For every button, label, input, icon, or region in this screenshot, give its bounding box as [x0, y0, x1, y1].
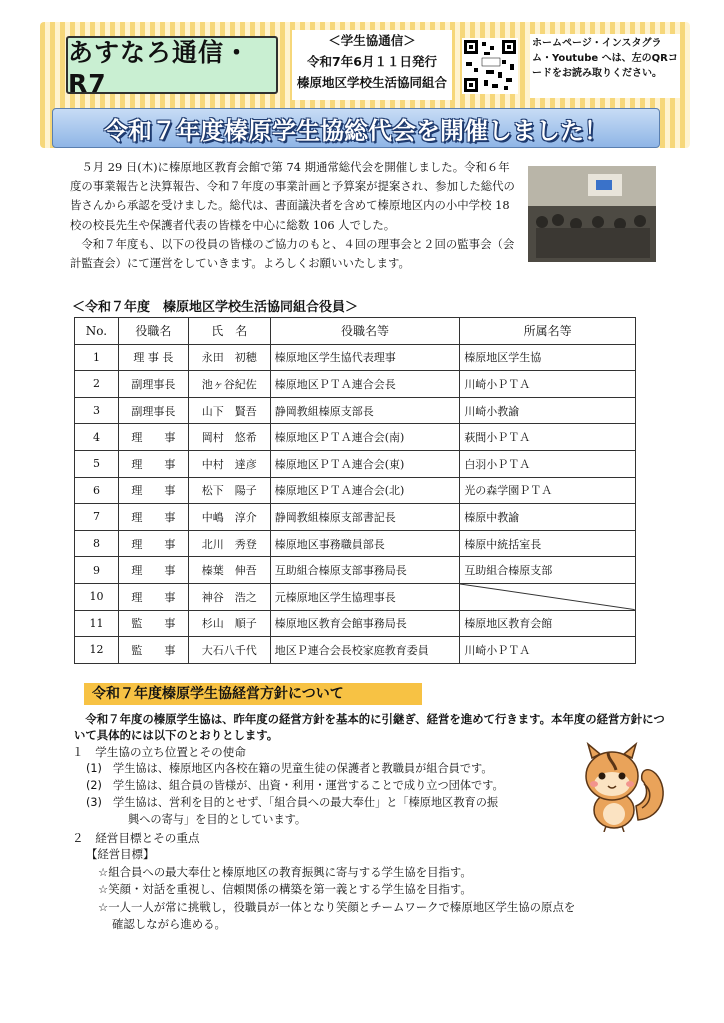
- issuer: 榛原地区学校生活協同組合: [296, 75, 447, 90]
- meeting-photo: [528, 166, 656, 262]
- qr-code[interactable]: [462, 38, 518, 94]
- cell-role: 副理事長: [118, 371, 188, 398]
- cell-no: 7: [75, 504, 119, 531]
- cell-role: 理 事 長: [118, 344, 188, 371]
- goal-item: ☆笑顔・対話を重視し、信頼関係の構築を第一義とする学生協を目指す。: [98, 882, 472, 896]
- cell-role: 理 事: [118, 557, 188, 584]
- cell-title: 地区Ｐ連合会長校家庭教育委員: [270, 637, 460, 664]
- table-row: [75, 610, 636, 637]
- section-2-title: ２ 経営目標とその重点: [72, 831, 200, 845]
- cell-no: 1: [75, 344, 119, 371]
- cell-no: 4: [75, 424, 119, 451]
- cell-title: 榛原地区ＰＴＡ連合会(南): [270, 424, 460, 451]
- header-name: 氏 名: [188, 318, 270, 345]
- squirrel-mascot-illustration: [578, 740, 668, 832]
- table-row: [75, 637, 636, 664]
- cell-name: 北川 秀登: [188, 530, 270, 557]
- table-row: [75, 583, 636, 610]
- cell-org: 榛原中教諭: [460, 504, 636, 531]
- cell-no: 6: [75, 477, 119, 504]
- cell-org: 川崎小ＰＴＡ: [460, 637, 636, 664]
- section-1-item: (2) 学生協は、組合員の皆様が、出資・利用・運営することで成り立つ団体です。: [86, 779, 504, 792]
- cell-title: 静岡教組榛原支部書記長: [270, 504, 460, 531]
- cell-no: 9: [75, 557, 119, 584]
- cell-name: 松下 陽子: [188, 477, 270, 504]
- cell-name: 杉山 順子: [188, 610, 270, 637]
- cell-title: 榛原地区ＰＴＡ連合会(東): [270, 450, 460, 477]
- section-1-title: １ 学生協の立ち位置とその使命: [72, 745, 246, 759]
- cell-name: 神谷 浩之: [188, 583, 270, 610]
- goals: [86, 846, 667, 934]
- table-header-row: [75, 318, 636, 345]
- cell-name: 岡村 悠希: [188, 424, 270, 451]
- cell-no: 2: [75, 371, 119, 398]
- section-1-item: (3) 学生協は、営利を目的とせず、「組合員への最大奉仕」と「榛原地区教育の振: [86, 796, 499, 809]
- section-1-item-cont: 興への寄与」を目的としています。: [128, 813, 307, 826]
- intro-text: [70, 158, 518, 273]
- cell-title: 榛原地区事務職員部長: [270, 530, 460, 557]
- cell-name: 中村 達彦: [188, 450, 270, 477]
- cell-name: 中嶋 淳介: [188, 504, 270, 531]
- diagonal-strike: [460, 584, 635, 610]
- cell-title: 元榛原地区学生協理事長: [270, 583, 460, 610]
- goals-label: 【経営目標】: [86, 847, 155, 861]
- table-row: [75, 344, 636, 371]
- header-title: 役職名等: [270, 318, 460, 345]
- cell-role: 副理事長: [118, 397, 188, 424]
- roster-caption: ＜令和７年度 榛原地区学校生活協同組合役員＞: [72, 300, 359, 315]
- table-row: [75, 557, 636, 584]
- cell-org: 萩間小ＰＴＡ: [460, 424, 636, 451]
- cell-title: 榛原地区学生協代表理事: [270, 344, 460, 371]
- cell-org: 川崎小教諭: [460, 397, 636, 424]
- newsletter-title: あすなろ通信・R7: [66, 36, 278, 94]
- cell-name: 山下 賢吾: [188, 397, 270, 424]
- cell-role: 理 事: [118, 504, 188, 531]
- cell-org: 白羽小ＰＴＡ: [460, 450, 636, 477]
- cell-role: 理 事: [118, 424, 188, 451]
- cell-role: 理 事: [118, 450, 188, 477]
- cell-no: 5: [75, 450, 119, 477]
- cell-role: 監 事: [118, 637, 188, 664]
- policy-lead: 令和７年度の榛原学生協は、昨年度の経営方針を基本的に引継ぎ、経営を進めて行きます。本年度の経営方針について具体的には以下のとおりとします。: [74, 712, 665, 742]
- header-no: No.: [75, 318, 119, 345]
- cell-no: 11: [75, 610, 119, 637]
- goal-item: ☆組合員への最大奉仕と榛原地区の教育振興に寄与する学生協を目指す。: [98, 864, 472, 879]
- table-row: [75, 450, 636, 477]
- cell-org: 互助組合榛原支部: [460, 557, 636, 584]
- cell-org-empty: [460, 583, 636, 610]
- intro-paragraph-2: 令和７年度も、以下の役員の皆様のご協力のもと、４回の理事会と２回の監事会（会計監査会）にて運営をしていきます。よろしくお願いいたします。: [70, 236, 515, 271]
- cell-name: 池ヶ谷紀佐: [188, 371, 270, 398]
- table-row: [75, 371, 636, 398]
- cell-no: 8: [75, 530, 119, 557]
- cell-org: 榛原地区教育会館: [460, 610, 636, 637]
- table-row: [75, 397, 636, 424]
- goal-item-cont: 確認しながら進める。: [112, 917, 226, 931]
- cell-org: 光の森学園ＰＴＡ: [460, 477, 636, 504]
- cell-title: 静岡教組榛原支部長: [270, 397, 460, 424]
- table-row: [75, 504, 636, 531]
- issue-kind: ＜学生協通信＞: [328, 33, 416, 48]
- cell-title: 榛原地区教育会館事務局長: [270, 610, 460, 637]
- policy-heading: 令和７年度榛原学生協経営方針について: [84, 683, 422, 705]
- intro-paragraph-1: ５月 29 日(木)に榛原地区教育会館で第 74 期通常総代会を開催しました。令和６年度の事業報告と決算報告、令和７年度の事業計画と予算案が提案され、参加した総代の皆さんから承認を受けました。総代は、書面議決者を含めて榛原地区内の小中学校 18 校の校長先生や保護者代表の皆様を中心に総数 106 人でした。: [70, 160, 515, 232]
- table-row: [75, 477, 636, 504]
- cell-role: 理 事: [118, 530, 188, 557]
- table-row: [75, 530, 636, 557]
- cell-role: 理 事: [118, 477, 188, 504]
- cell-role: 監 事: [118, 610, 188, 637]
- cell-name: 榛葉 伸吾: [188, 557, 270, 584]
- issue-date: 令和7年6月１１日発行: [307, 54, 437, 69]
- cell-no: 3: [75, 397, 119, 424]
- cell-no: 12: [75, 637, 119, 664]
- cell-title: 榛原地区ＰＴＡ連合会長: [270, 371, 460, 398]
- cell-role: 理 事: [118, 583, 188, 610]
- header-org: 所属名等: [460, 318, 636, 345]
- qr-note: ホームページ・インスタグラム・Youtube へは、左のQRコードをお読み取りください。: [530, 34, 680, 98]
- cell-org: 榛原地区学生協: [460, 344, 636, 371]
- cell-title: 榛原地区ＰＴＡ連合会(北): [270, 477, 460, 504]
- cell-org: 榛原中統括室長: [460, 530, 636, 557]
- section-1: [72, 744, 504, 828]
- cell-name: 永田 初穂: [188, 344, 270, 371]
- headline-banner: 令和７年度榛原学生協総代会を開催しました！: [52, 108, 660, 148]
- section-1-item: (1) 学生協は、榛原地区内各校在籍の児童生徒の保護者と教職員が組合員です。: [86, 762, 493, 775]
- issue-info: [292, 30, 452, 100]
- officer-table: [74, 317, 636, 664]
- cell-title: 互助組合榛原支部事務局長: [270, 557, 460, 584]
- cell-name: 大石八千代: [188, 637, 270, 664]
- table-row: [75, 424, 636, 451]
- cell-no: 10: [75, 583, 119, 610]
- goal-item: ☆一人一人が常に挑戦し，役職員が一体となり笑顔とチームワークで榛原地区学生協の原点を: [98, 899, 576, 914]
- header-role: 役職名: [118, 318, 188, 345]
- cell-org: 川崎小ＰＴＡ: [460, 371, 636, 398]
